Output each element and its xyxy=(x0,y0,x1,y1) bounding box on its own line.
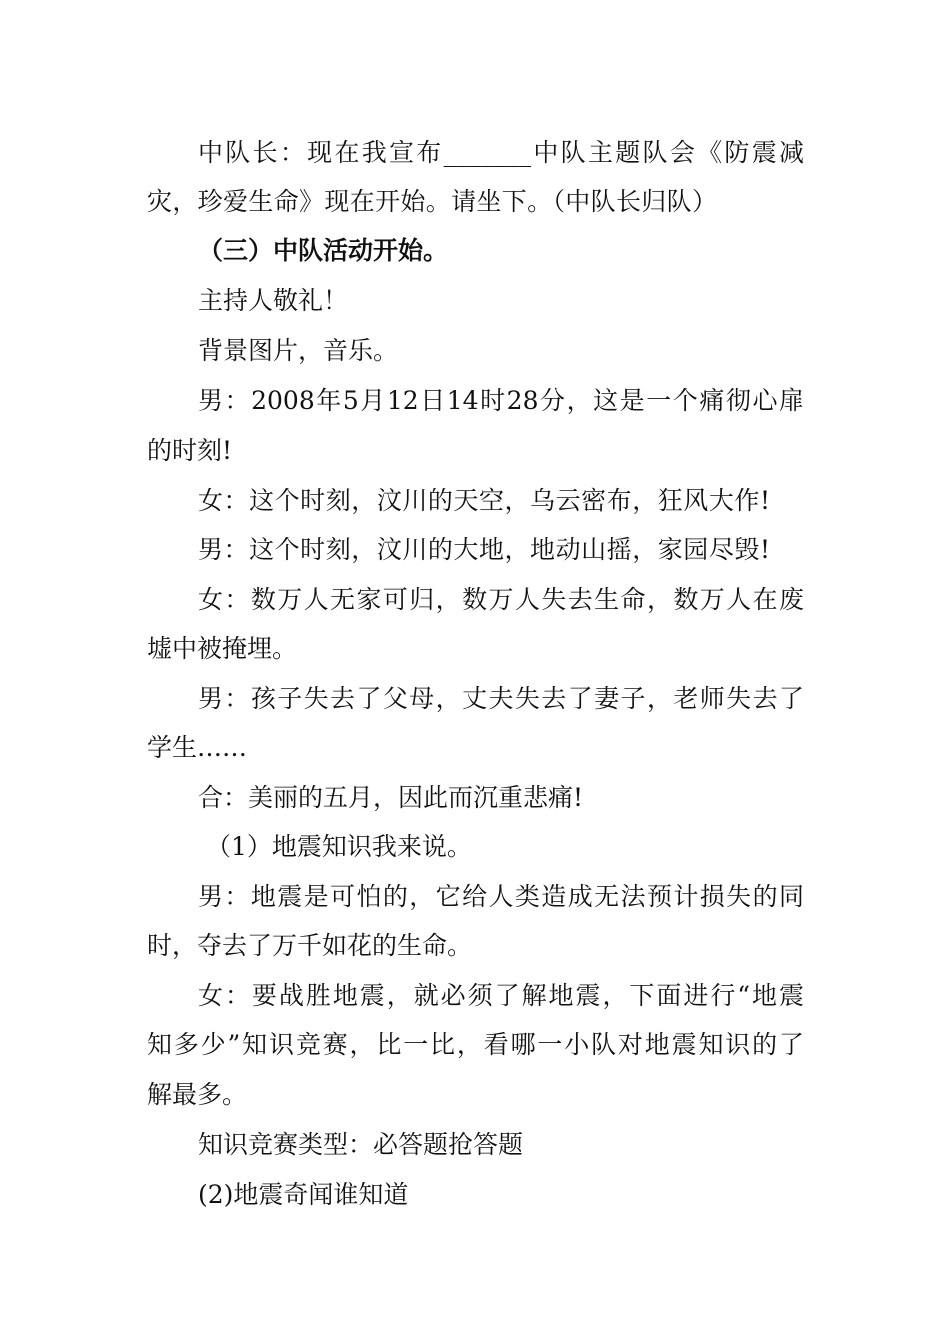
paragraph-line-18: 女：要战胜地震，就必须了解地震，下面进行“地震 xyxy=(198,981,804,1010)
paragraph-line-12: 男：孩子失去了父母，丈夫失去了妻子，老师失去了 xyxy=(198,684,804,713)
paragraph-line-20: 解最多。 xyxy=(147,1080,248,1109)
paragraph-line-6: 男：2008年5月12日14时28分，这是一个痛彻心扉 xyxy=(198,386,804,415)
paragraph-line-4: 主持人敬礼！ xyxy=(198,286,349,315)
subsection-heading-1: （1）地震知识我来说。 xyxy=(206,832,472,861)
paragraph-line-13: 学生…… xyxy=(147,733,248,762)
paragraph-line-5: 背景图片，音乐。 xyxy=(198,336,399,365)
paragraph-line-14: 合：美丽的五月，因此而沉重悲痛! xyxy=(198,783,584,812)
paragraph-line-8: 女：这个时刻，汶川的天空，乌云密布，狂风大作! xyxy=(198,486,770,515)
subsection-heading-2: (2)地震奇闻谁知道 xyxy=(198,1180,409,1209)
paragraph-line-19: 知多少”知识竞赛，比一比，看哪一小队对地震知识的了 xyxy=(147,1030,804,1059)
paragraph-line-1: 中队长：现在我宣布_______中队主题队会《防震减 xyxy=(198,138,804,167)
paragraph-line-16: 男：地震是可怕的，它给人类造成无法预计损失的同 xyxy=(198,882,804,911)
paragraph-line-21: 知识竞赛类型：必答题抢答题 xyxy=(198,1130,524,1159)
paragraph-line-2: 灾，珍爱生命》现在开始。请坐下。（中队长归队） xyxy=(147,187,717,216)
paragraph-line-7: 的时刻! xyxy=(147,436,233,465)
paragraph-line-17: 时，夺去了万千如花的生命。 xyxy=(147,931,473,960)
section-heading-three: （三）中队活动开始。 xyxy=(198,236,449,265)
paragraph-line-11: 墟中被掩埋。 xyxy=(147,634,298,663)
paragraph-line-10: 女：数万人无家可归，数万人失去生命，数万人在废 xyxy=(198,585,804,614)
paragraph-line-9: 男：这个时刻，汶川的大地，地动山摇，家园尽毁! xyxy=(198,535,770,564)
